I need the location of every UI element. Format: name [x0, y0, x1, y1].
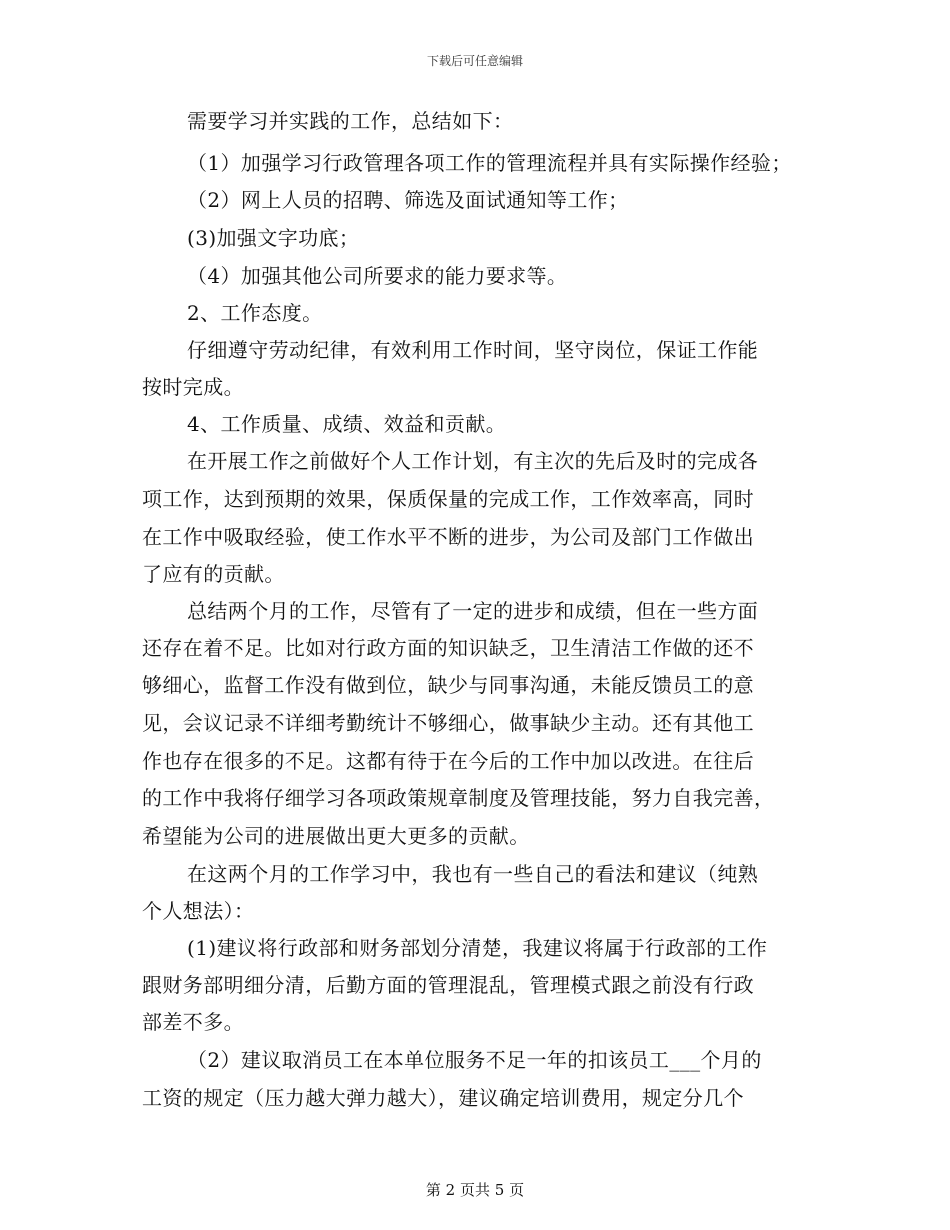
text-line: （4）加强其他公司所要求的能力要求等。 [187, 264, 568, 288]
text-line: 在开展工作之前做好个人工作计划，有主次的先后及时的完成各 [187, 449, 759, 473]
text-line: 作也存在很多的不足。这都有待于在今后的工作中加以改进。在往后 [142, 749, 754, 773]
text-line: 还存在着不足。比如对行政方面的知识缺乏，卫生清洁工作做的还不 [142, 636, 754, 660]
text-line: 在工作中吸取经验，使工作水平不断的进步，为公司及部门工作做出 [142, 525, 754, 549]
text-line: 跟财务部明细分清，后勤方面的管理混乱，管理模式跟之前没有行政 [142, 973, 754, 997]
text-line: 总结两个月的工作，尽管有了一定的进步和成绩，但在一些方面 [187, 599, 759, 623]
text-line: (3)加强文字功底； [187, 226, 360, 250]
text-line: 个人想法）： [142, 899, 255, 923]
text-line: 见，会议记录不详细考勤统计不够细心，做事缺少主动。还有其他工 [142, 711, 754, 735]
text-line: 仔细遵守劳动纪律，有效利用工作时间，坚守岗位，保证工作能 [187, 338, 759, 362]
text-line: 部差不多。 [142, 1010, 244, 1034]
text-line: 希望能为公司的进展做出更大更多的贡献。 [142, 824, 530, 848]
text-line: 了应有的贡献。 [142, 562, 285, 586]
text-line: 够细心，监督工作没有做到位，缺少与同事沟通，未能反馈员工的意 [142, 673, 754, 697]
text-line: （2）建议取消员工在本单位服务不足一年的扣该员工___个月的 [187, 1048, 762, 1072]
text-line: 2、工作态度。 [187, 301, 323, 325]
text-line: 工资的规定（压力越大弹力越大），建议确定培训费用，规定分几个 [142, 1086, 744, 1110]
text-line: 4、工作质量、成绩、效益和贡献。 [187, 412, 507, 436]
page-footer: 第 2 页共 5 页 [425, 1181, 525, 1199]
text-line: (1)建议将行政部和财务部划分清楚，我建议将属于行政部的工作 [187, 936, 768, 960]
text-line: （1）加强学习行政管理各项工作的管理流程并具有实际操作经验； [187, 151, 792, 175]
text-line: 项工作，达到预期的效果，保质保量的完成工作，工作效率高，同时 [142, 487, 754, 511]
text-line: 按时完成。 [142, 375, 244, 399]
text-line: 在这两个月的工作学习中，我也有一些自己的看法和建议（纯熟 [187, 862, 759, 886]
text-line: 的工作中我将仔细学习各项政策规章制度及管理技能，努力自我完善， [142, 786, 775, 810]
text-line: 需要学习并实践的工作，总结如下： [187, 109, 514, 133]
page-header: 下载后可任意编辑 [426, 54, 523, 68]
text-line: （2）网上人员的招聘、筛选及面试通知等工作； [187, 188, 629, 212]
